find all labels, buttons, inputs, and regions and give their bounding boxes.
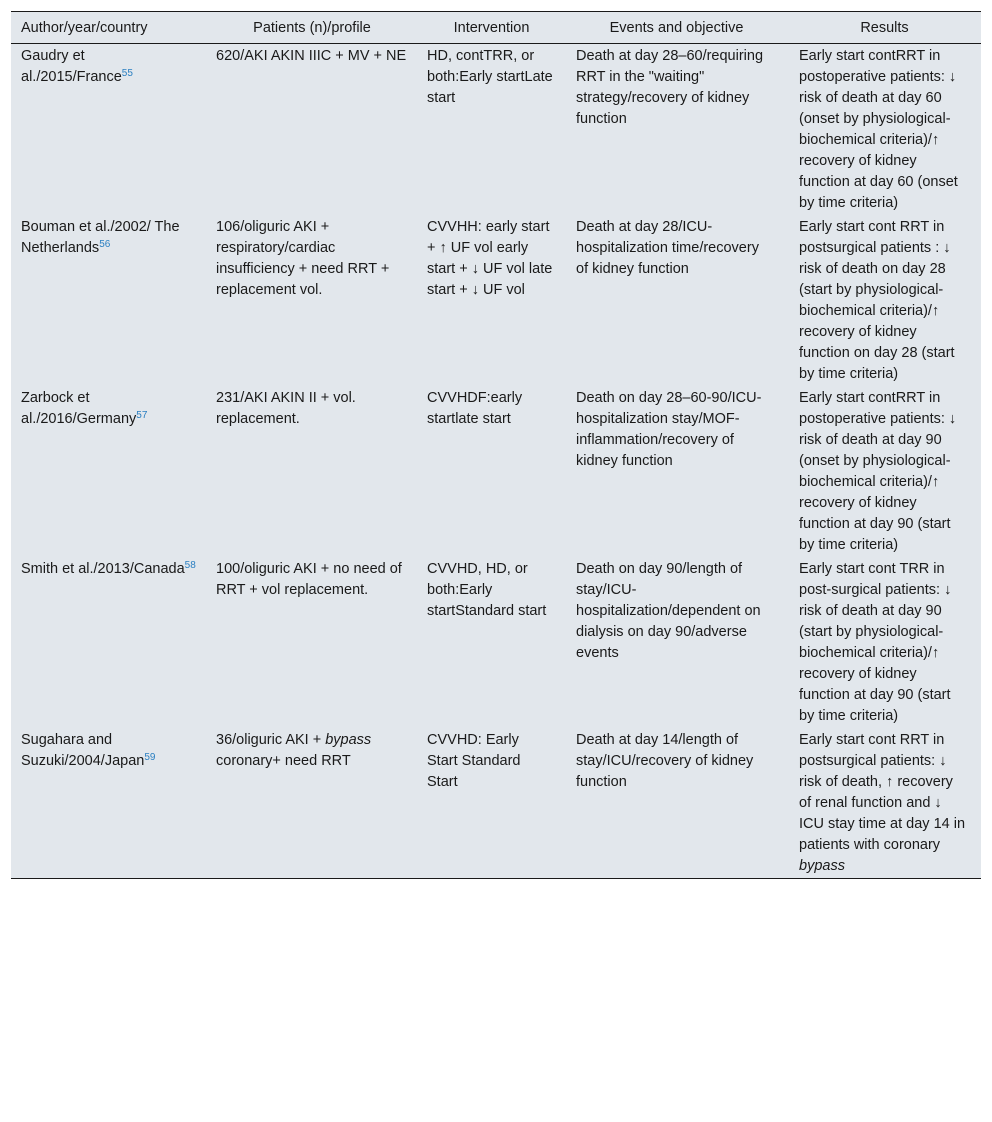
cell-events: Death at day 14/length of stay/ICU/recovery of kidney function: [576, 732, 754, 790]
author-text: Smith et al./2013/Canada: [21, 561, 185, 577]
reference-link[interactable]: 57: [136, 410, 148, 421]
header-intervention: Intervention: [453, 20, 530, 36]
table-row: [11, 386, 981, 557]
cell-results: [788, 728, 981, 879]
cell-patients: [206, 728, 418, 879]
header-results: Results: [860, 20, 909, 36]
cell-intervention: HD, contTRR, or both:Early startLate start: [427, 48, 553, 106]
cell-results: Early start contRRT in postoperative patients: ↓ risk of death at day 90 (onset by physiological-biochemical criteria)/↑ recovery of kidney function at day 90 (start by time criteria): [799, 390, 957, 553]
cell-intervention: CVVHD: Early Start Standard Start: [427, 732, 521, 790]
cell-author: [11, 44, 206, 216]
cell-results: Early start contRRT in postoperative patients: ↓ risk of death at day 60 (onset by physiological-biochemical criteria)/↑ recovery of kidney function at day 60 (onset by time criteria): [799, 48, 958, 211]
cell-patients: 100/oliguric AKI + no need of RRT + vol replacement.: [216, 561, 402, 598]
cell-patients: 231/AKI AKIN II + vol. replacement.: [216, 390, 356, 427]
cell-events: Death at day 28–60/requiring RRT in the "waiting" strategy/recovery of kidney function: [576, 48, 764, 127]
studies-table: [11, 11, 981, 879]
cell-author: [11, 728, 206, 879]
table-row: [11, 215, 981, 386]
table-row: [11, 44, 981, 216]
author-text: Zarbock et al./2016/Germany: [21, 390, 137, 427]
cell-events: Death on day 28–60-90/ICU- hospitalization stay/MOF-inflammation/recovery of kidney function: [576, 390, 762, 469]
patients-text-tail: coronary+ need RRT: [216, 753, 351, 769]
cell-patients: 620/AKI AKIN IIIC + MV + NE: [216, 48, 407, 64]
reference-link[interactable]: 55: [121, 68, 133, 79]
header-events: Events and objective: [609, 20, 744, 36]
results-text: Early start cont RRT in postsurgical patients: ↓ risk of death, ↑ recovery of renal function and ↓ ICU stay time at day 14 in patients with coronary: [799, 732, 966, 853]
table-row: [11, 728, 981, 879]
cell-intervention: CVVHD, HD, or both:Early startStandard start: [427, 561, 547, 619]
cell-patients: 106/oliguric AKI + respiratory/cardiac insufficiency + need RRT + replacement vol.: [216, 219, 390, 298]
cell-author: [11, 386, 206, 557]
reference-link[interactable]: 59: [144, 752, 156, 763]
author-text: Sugahara and Suzuki/2004/Japan: [21, 732, 145, 769]
cell-author: [11, 215, 206, 386]
header-author: Author/year/country: [21, 20, 148, 36]
cell-intervention: CVVHDF:early startlate start: [427, 390, 523, 427]
cell-intervention: CVVHH: early start + ↑ UF vol early start + ↓ UF vol late start + ↓ UF vol: [427, 219, 553, 298]
patients-text: 36/oliguric AKI +: [216, 732, 326, 748]
cell-events: Death on day 90/length of stay/ICU-hospitalization/dependent on dialysis on day 90/adverse events: [576, 561, 761, 661]
cell-results: Early start cont TRR in post-surgical patients: ↓ risk of death at day 90 (start by physiological-biochemical criteria)/↑ recovery of kidney function at day 90 (start by time criteria): [799, 561, 952, 724]
cell-results: Early start cont RRT in postsurgical patients : ↓ risk of death on day 28 (start by physiological-biochemical criteria)/↑ recovery of kidney function on day 28 (start by time criteria): [799, 219, 955, 382]
cell-author: [11, 557, 206, 728]
reference-link[interactable]: 58: [184, 560, 196, 571]
table-header-row: [11, 12, 981, 44]
header-patients: Patients (n)/profile: [253, 20, 371, 36]
patients-emphasis: bypass: [325, 732, 372, 748]
cell-events: Death at day 28/ICU-hospitalization time/recovery of kidney function: [576, 219, 759, 277]
table-row: [11, 557, 981, 728]
studies-table-container: [11, 11, 981, 879]
results-emphasis: bypass: [799, 858, 845, 874]
author-text: Gaudry et al./2015/France: [21, 48, 122, 85]
reference-link[interactable]: 56: [99, 239, 111, 250]
author-text: Bouman et al./2002/ The Netherlands: [21, 219, 180, 256]
